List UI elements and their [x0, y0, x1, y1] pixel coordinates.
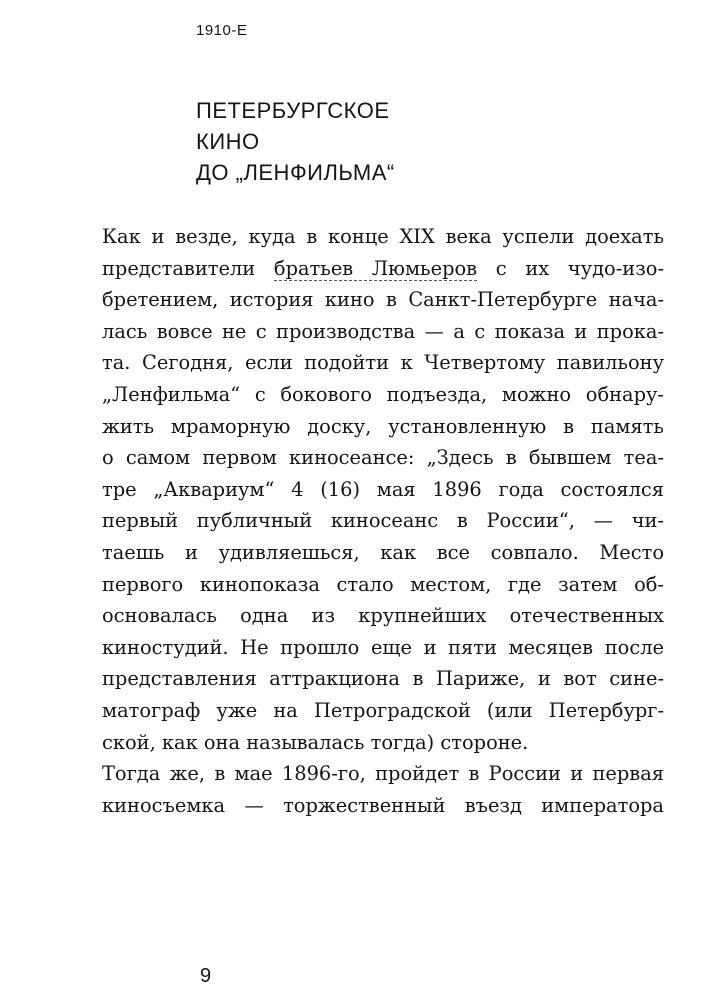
running-head: 1910-Е — [196, 22, 248, 39]
chapter-title-line-3: ДО „ЛЕНФИЛЬМА“ — [196, 160, 395, 185]
body-line: о самом первом киносеансе: „Здесь в бывшем теа- — [102, 446, 664, 470]
page-number: 9 — [200, 965, 212, 987]
lumiere-brothers-link[interactable]: братьев Люмьеров — [273, 256, 478, 280]
body-line: матограф уже на Петроградской (или Петербург- — [102, 698, 664, 722]
body-line: та. Сегодня, если подойти к Четвертому павильону — [102, 351, 664, 375]
body-line: „Ленфильма“ с бокового подъезда, можно обнару- — [102, 382, 664, 406]
body-line: первый публичный киносеанс в России“, — чи- — [102, 509, 664, 533]
body-line-part: с их чудо-изо- — [495, 256, 665, 280]
body-line: киностудий. Не прошло еще и пяти месяцев после — [102, 635, 664, 659]
chapter-title — [196, 95, 395, 188]
chapter-title-line-1: ПЕТЕРБУРГСКОЕ — [196, 98, 390, 123]
body-line: таешь и удивляешься, как все совпало. Место — [102, 540, 664, 564]
body-line: Тогда же, в мае 1896-го, пройдет в России и первая — [102, 762, 664, 786]
chapter-title-line-2: КИНО — [196, 129, 260, 154]
body-line: ской, как она называлась тогда) стороне. — [102, 730, 529, 754]
body-line: лась вовсе не с производства — а с показа и прока- — [102, 319, 664, 343]
body-line: основалась одна из крупнейших отечественных — [102, 604, 664, 628]
body-line: киносъемка — торжественный въезд императора — [102, 793, 664, 817]
body-line: представления аттракциона в Париже, и вот сине- — [102, 667, 664, 691]
body-text — [102, 221, 664, 821]
body-line-part: представители — [102, 256, 256, 280]
body-line — [102, 253, 664, 285]
body-line: первого кинопоказа стало местом, где затем об- — [102, 572, 664, 596]
body-line: бретением, история кино в Санкт-Петербурге нача- — [102, 288, 664, 312]
body-line: тре „Аквариум“ 4 (16) мая 1896 года состоялся — [102, 477, 664, 501]
body-line: жить мраморную доску, установленную в память — [102, 414, 664, 438]
body-line: Как и везде, куда в конце XIX века успели доехать — [102, 225, 664, 248]
